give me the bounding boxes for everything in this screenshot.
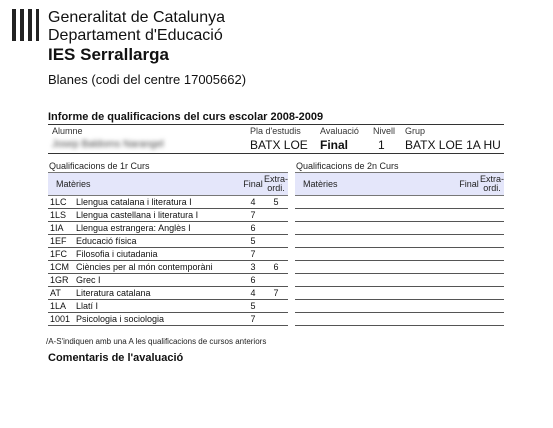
subjects-header: Matèries	[295, 173, 458, 196]
level-label: Nivell	[373, 126, 396, 136]
group-value: BATX LOE 1A HU	[405, 138, 501, 152]
school-location: Blanes (codi del centre 17005662)	[48, 72, 247, 87]
empty-cell	[458, 300, 480, 313]
department-name: Departament d'Educació	[48, 27, 223, 44]
school-name: IES Serrallarga	[48, 45, 169, 64]
empty-cell	[458, 248, 480, 261]
grade-subject: Llengua castellana i literatura I	[76, 209, 242, 222]
empty-cell	[480, 222, 504, 235]
empty-cell	[323, 313, 458, 326]
empty-row	[295, 313, 504, 326]
empty-cell	[480, 248, 504, 261]
grade-code: 1EF	[48, 235, 76, 248]
table-row	[48, 261, 288, 274]
grade-subject: Literatura catalana	[76, 287, 242, 300]
table-row	[48, 235, 288, 248]
final-header: Final	[458, 173, 480, 196]
subjects-header: Matèries	[48, 173, 242, 196]
grade-extra: 5	[264, 196, 288, 209]
empty-cell	[323, 222, 458, 235]
grade-final: 4	[242, 287, 264, 300]
grade-extra	[264, 300, 288, 313]
second-course-title: Qualificacions de 2n Curs	[296, 161, 399, 171]
grade-code: 1001	[48, 313, 76, 326]
grade-final: 7	[242, 209, 264, 222]
student-name: Josep Baldoms Narangel	[52, 139, 164, 150]
empty-cell	[295, 274, 323, 287]
empty-cell	[480, 261, 504, 274]
grade-extra	[264, 313, 288, 326]
grade-subject: Psicologia i sociologia	[76, 313, 242, 326]
empty-cell	[295, 300, 323, 313]
empty-cell	[458, 196, 480, 209]
grade-final: 5	[242, 300, 264, 313]
grade-final: 7	[242, 248, 264, 261]
final-header: Final	[242, 173, 264, 196]
empty-cell	[480, 313, 504, 326]
info-rule	[48, 153, 504, 154]
empty-row	[295, 209, 504, 222]
empty-cell	[480, 196, 504, 209]
plan-label: Pla d'estudis	[250, 126, 301, 136]
empty-cell	[480, 235, 504, 248]
empty-cell	[458, 222, 480, 235]
empty-cell	[295, 248, 323, 261]
empty-cell	[323, 209, 458, 222]
title-rule	[48, 124, 504, 125]
grade-final: 5	[242, 235, 264, 248]
empty-cell	[295, 235, 323, 248]
grade-subject: Grec I	[76, 274, 242, 287]
table-row	[48, 248, 288, 261]
first-course-title: Qualificacions de 1r Curs	[49, 161, 150, 171]
grade-final: 3	[242, 261, 264, 274]
empty-cell	[323, 196, 458, 209]
grade-subject: Ciències per al món contemporàni	[76, 261, 242, 274]
table-header-row	[295, 173, 504, 196]
grade-final: 6	[242, 274, 264, 287]
grade-extra	[264, 248, 288, 261]
grade-extra: 7	[264, 287, 288, 300]
empty-cell	[295, 222, 323, 235]
empty-cell	[480, 274, 504, 287]
grade-code: 1LA	[48, 300, 76, 313]
empty-cell	[323, 261, 458, 274]
table-row	[48, 313, 288, 326]
table-row	[48, 287, 288, 300]
empty-cell	[458, 274, 480, 287]
table-row	[48, 209, 288, 222]
empty-row	[295, 261, 504, 274]
grade-code: 1IA	[48, 222, 76, 235]
empty-cell	[323, 274, 458, 287]
empty-cell	[323, 300, 458, 313]
comments-title: Comentaris de l'avaluació	[48, 352, 184, 364]
grade-subject: Llatí I	[76, 300, 242, 313]
empty-cell	[295, 261, 323, 274]
grade-subject: Llengua estrangera: Anglès I	[76, 222, 242, 235]
footnote: /A-S'indiquen amb una A les qualificacions de cursos anteriors	[46, 337, 267, 346]
grade-code: 1GR	[48, 274, 76, 287]
grade-subject: Educació física	[76, 235, 242, 248]
grade-extra	[264, 235, 288, 248]
grade-extra: 6	[264, 261, 288, 274]
evaluation-value: Final	[320, 138, 349, 152]
empty-cell	[323, 235, 458, 248]
empty-cell	[323, 248, 458, 261]
empty-cell	[458, 235, 480, 248]
table-row	[48, 300, 288, 313]
grade-final: 7	[242, 313, 264, 326]
empty-cell	[458, 209, 480, 222]
empty-row	[295, 300, 504, 313]
table-row	[48, 274, 288, 287]
evaluation-label: Avaluació	[320, 126, 359, 136]
report-title: Informe de qualificacions del curs escolar 2008-2009	[48, 111, 324, 123]
plan-value: BATX LOE	[250, 138, 308, 152]
grade-extra	[264, 222, 288, 235]
empty-cell	[295, 196, 323, 209]
second-course-table	[295, 172, 504, 326]
table-header-row	[48, 173, 288, 196]
empty-cell	[458, 287, 480, 300]
grade-final: 6	[242, 222, 264, 235]
empty-cell	[295, 313, 323, 326]
empty-row	[295, 196, 504, 209]
grade-subject: Filosofia i ciutadania	[76, 248, 242, 261]
empty-cell	[480, 287, 504, 300]
grade-code: 1LS	[48, 209, 76, 222]
grade-code: 1LC	[48, 196, 76, 209]
empty-cell	[458, 261, 480, 274]
empty-row	[295, 248, 504, 261]
table-row	[48, 196, 288, 209]
empty-row	[295, 274, 504, 287]
extra-header: Extra-ordi.	[480, 173, 504, 196]
grade-extra	[264, 209, 288, 222]
empty-row	[295, 222, 504, 235]
grade-extra	[264, 274, 288, 287]
student-label: Alumne	[52, 126, 83, 136]
empty-row	[295, 235, 504, 248]
first-course-table	[48, 172, 288, 326]
extra-header: Extra-ordi.	[264, 173, 288, 196]
group-label: Grup	[405, 126, 426, 136]
empty-cell	[295, 287, 323, 300]
empty-cell	[295, 209, 323, 222]
empty-cell	[323, 287, 458, 300]
grade-code: 1FC	[48, 248, 76, 261]
empty-cell	[458, 313, 480, 326]
empty-row	[295, 287, 504, 300]
generalitat-logo-icon	[10, 8, 40, 42]
grade-final: 4	[242, 196, 264, 209]
grade-code: 1CM	[48, 261, 76, 274]
organization-name: Generalitat de Catalunya	[48, 9, 225, 26]
grade-code: AT	[48, 287, 76, 300]
empty-cell	[480, 300, 504, 313]
level-value: 1	[378, 138, 385, 152]
grade-subject: Llengua catalana i literatura I	[76, 196, 242, 209]
table-row	[48, 222, 288, 235]
empty-cell	[480, 209, 504, 222]
